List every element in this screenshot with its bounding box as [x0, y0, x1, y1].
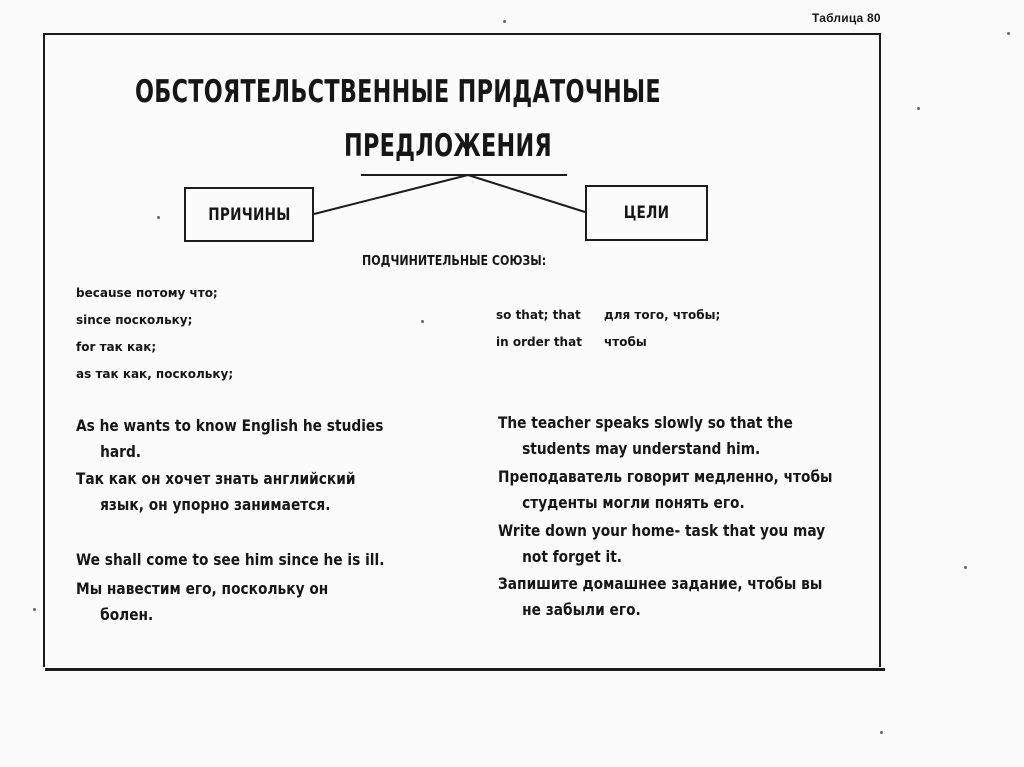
example-reason-1 — [76, 413, 383, 465]
example-reason-4 — [76, 576, 328, 628]
conjunction-en: in order that — [496, 335, 582, 349]
example-line: Преподаватель говорит медленно, чтобы — [498, 467, 833, 486]
scan-speck — [157, 216, 160, 219]
example-reason-3 — [76, 547, 384, 573]
example-line: Мы навестим его, поскольку он — [76, 579, 329, 598]
list-item — [76, 307, 233, 334]
scan-speck — [880, 731, 883, 734]
reason-conjunctions-list — [76, 280, 233, 388]
category-box-goals — [585, 185, 708, 241]
page-title-line-1: ОБСТОЯТЕЛЬСТВЕННЫЕ ПРИДАТОЧНЫЕ — [135, 74, 661, 110]
goal-conjunctions-list — [496, 302, 720, 356]
frame-bottom-border — [45, 668, 885, 671]
example-line-continued: язык, он упорно занимается. — [100, 495, 331, 514]
example-line: As he wants to know English he studies — [76, 416, 384, 435]
example-line-continued: not forget it. — [522, 547, 623, 566]
conjunction-ru: для того, чтобы; — [604, 308, 721, 322]
example-goal-3 — [498, 518, 825, 570]
conjunctions-heading: ПОДЧИНИТЕЛЬНЫЕ СОЮЗЫ: — [362, 254, 547, 269]
conjunction-ru: так как; — [99, 340, 157, 354]
scan-speck — [917, 107, 920, 110]
category-label-goals: ЦЕЛИ — [623, 203, 670, 223]
category-label-reasons: ПРИЧИНЫ — [207, 204, 291, 225]
example-line: We shall come to see him since he is ill. — [76, 550, 385, 569]
table-number: Таблица 80 — [812, 11, 881, 25]
scan-speck — [964, 566, 967, 569]
list-item — [76, 361, 233, 388]
example-reason-2 — [76, 466, 356, 518]
list-item — [496, 302, 720, 329]
example-line: Write down your home- task that you may — [498, 521, 826, 540]
example-line: Так как он хочет знать английский — [76, 469, 356, 488]
scan-speck — [421, 320, 424, 323]
scan-speck — [33, 608, 36, 611]
conjunction-en: since — [76, 313, 112, 327]
example-goal-1 — [498, 410, 793, 462]
example-line: The teacher speaks slowly so that the — [498, 413, 793, 432]
conjunction-ru: поскольку; — [115, 313, 193, 327]
example-line: Запишите домашнее задание, чтобы вы — [498, 574, 823, 593]
example-line-continued: болен. — [100, 605, 154, 624]
scan-speck — [1007, 32, 1010, 35]
example-line-continued: не забыли его. — [522, 600, 641, 619]
list-item — [496, 329, 720, 356]
list-item — [76, 280, 233, 307]
conjunction-en: as — [76, 367, 92, 381]
example-line-continued: студенты могли понять его. — [522, 493, 745, 512]
scan-speck — [503, 20, 506, 23]
conjunction-en: so that; that — [496, 308, 581, 322]
example-goal-2 — [498, 464, 832, 516]
example-line-continued: students may understand him. — [522, 439, 761, 458]
conjunction-ru: чтобы — [604, 335, 647, 349]
example-goal-4 — [498, 571, 822, 623]
list-item — [76, 334, 233, 361]
example-line-continued: hard. — [100, 442, 142, 461]
category-box-reasons — [184, 187, 314, 242]
conjunction-ru: потому что; — [135, 286, 218, 300]
conjunction-en: for — [76, 340, 96, 354]
conjunction-ru: так как, поскольку; — [95, 367, 234, 381]
conjunction-en: because — [76, 286, 132, 300]
page-title-line-2: ПРЕДЛОЖЕНИЯ — [344, 128, 552, 164]
